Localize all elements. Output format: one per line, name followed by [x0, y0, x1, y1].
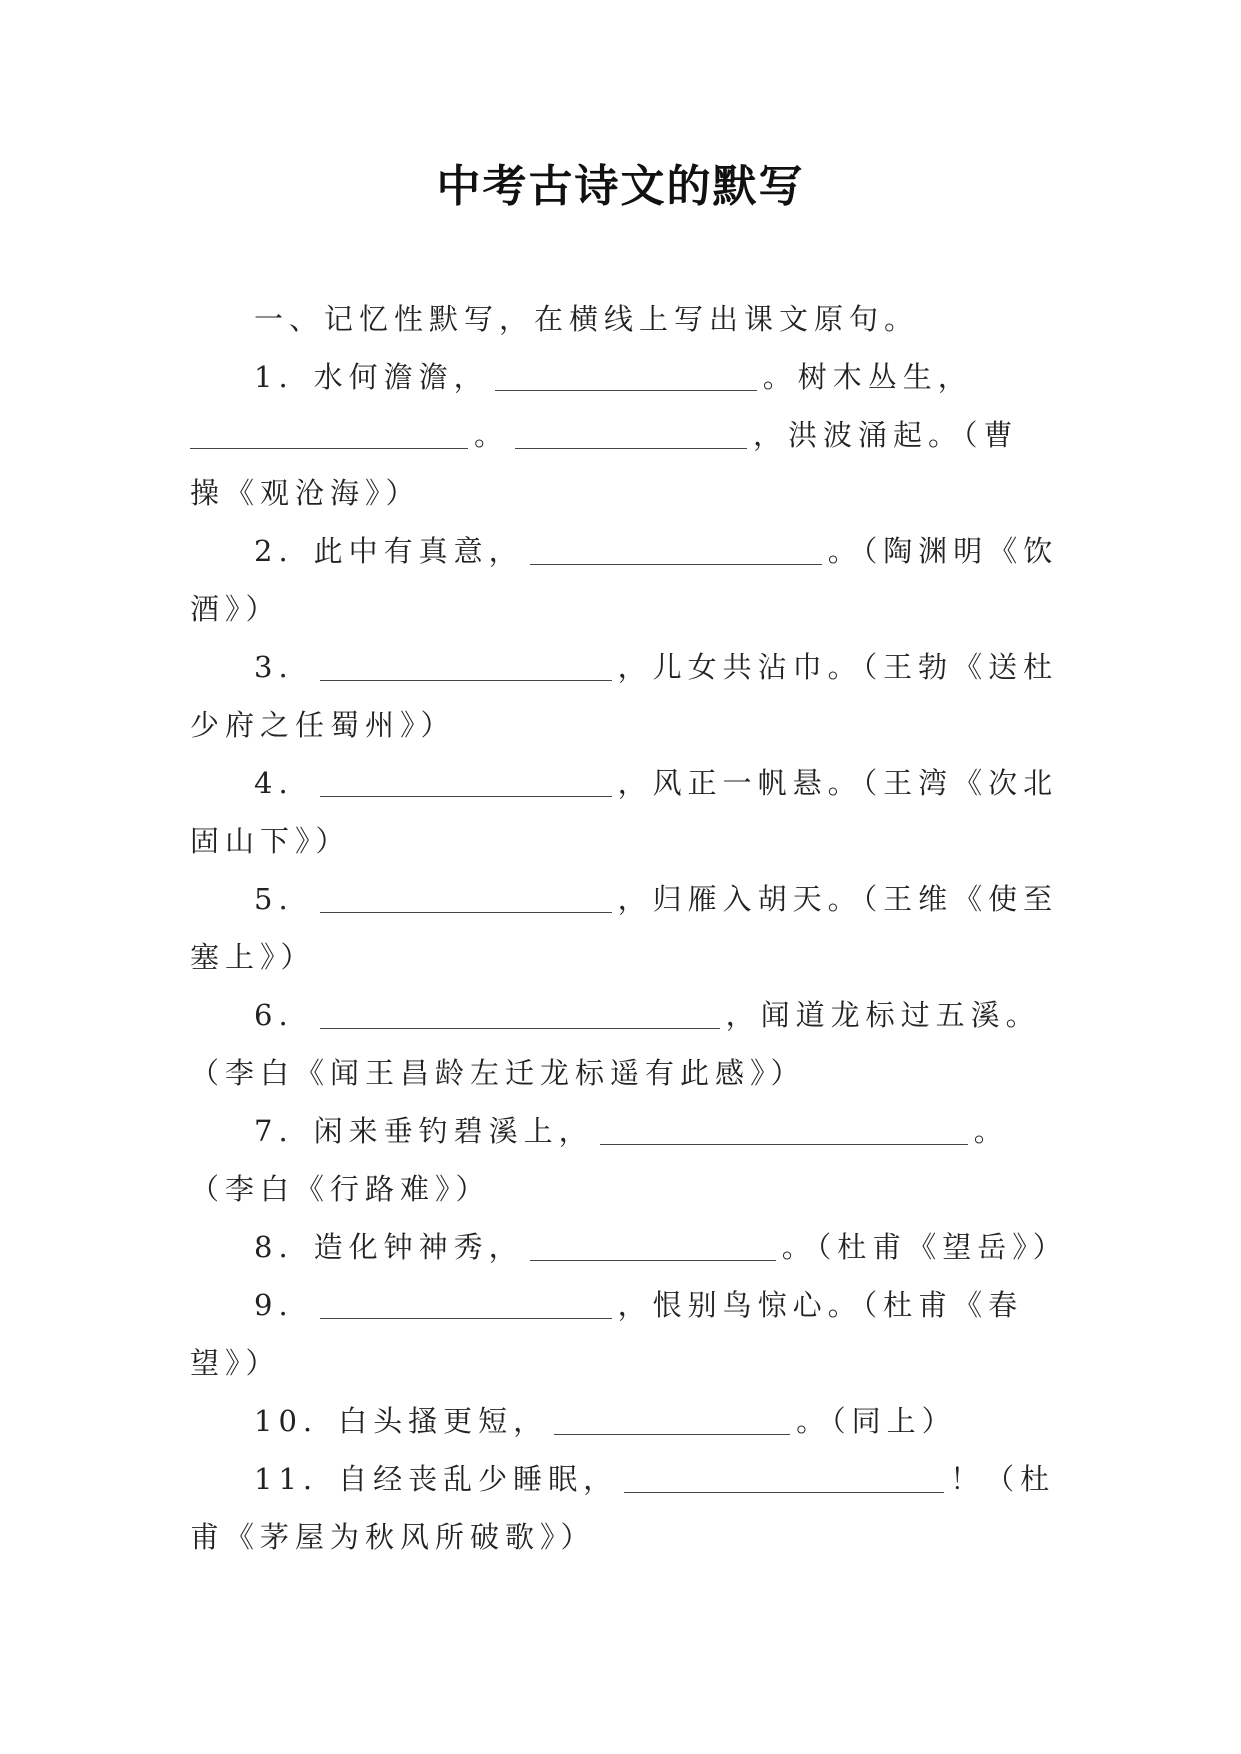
question-number: 7. [254, 1114, 294, 1148]
question-text: ，洪波涌起。（曹 [753, 418, 1019, 452]
question-9-line-2: 望》） [190, 1346, 281, 1380]
answer-blank[interactable] [320, 890, 612, 913]
question-text: 。（杜甫《望岳》） [781, 1230, 1068, 1264]
question-number: 11. [254, 1462, 319, 1496]
question-2-line-1 [190, 522, 1060, 580]
question-7-line-2: （李白《行路难》） [190, 1172, 491, 1206]
question-3-line-1 [190, 638, 1060, 696]
page-title: 中考古诗文的默写 [436, 161, 805, 212]
question-6-line-2: （李白《闻王昌龄左迁龙标遥有此感》） [190, 1056, 806, 1090]
question-1-line-1 [190, 348, 1060, 406]
question-text: 。 [474, 418, 510, 452]
question-11-line-2: 甫《茅屋为秋风所破歌》） [190, 1520, 596, 1554]
question-number: 9. [254, 1288, 294, 1322]
question-4-line-2: 固山下》） [190, 824, 351, 858]
answer-blank[interactable] [530, 542, 822, 565]
question-9-line-1 [190, 1276, 1060, 1334]
question-5-line-1 [190, 870, 1060, 928]
question-text: 闲来垂钓碧溪上， [313, 1114, 594, 1148]
question-1-line-2 [190, 406, 1060, 464]
answer-blank[interactable] [320, 774, 612, 797]
question-text: 。树木丛生， [762, 360, 973, 394]
question-number: 3. [254, 650, 294, 684]
question-number: 8. [254, 1230, 294, 1264]
question-5-line-2: 塞上》） [190, 940, 316, 974]
answer-blank[interactable] [624, 1470, 944, 1493]
answer-blank[interactable] [554, 1412, 790, 1435]
question-6-line-1 [190, 986, 1060, 1044]
question-number: 1. [254, 360, 294, 394]
question-text: 此中有真意， [313, 534, 524, 568]
answer-blank[interactable] [190, 426, 468, 449]
question-number: 4. [254, 766, 294, 800]
question-11-line-1 [190, 1450, 1060, 1508]
question-text: ，儿女共沾巾。（王勃《送杜 [617, 650, 1059, 684]
question-text: ！（杜 [950, 1462, 1056, 1496]
question-3-line-2: 少府之任蜀州》） [190, 708, 456, 742]
question-4-line-1 [190, 754, 1060, 812]
answer-blank[interactable] [320, 1006, 720, 1029]
answer-blank[interactable] [515, 426, 747, 449]
question-text: 白头搔更短， [338, 1404, 549, 1438]
question-text: ，风正一帆悬。（王湾《次北 [617, 766, 1059, 800]
question-number: 6. [254, 998, 294, 1032]
question-text: 自经丧乱少睡眠， [338, 1462, 619, 1496]
question-number: 10. [254, 1404, 319, 1438]
answer-blank[interactable] [495, 368, 757, 391]
question-text: 水何澹澹， [313, 360, 489, 394]
question-8-line-1 [190, 1218, 1068, 1276]
question-7-line-1 [190, 1102, 1060, 1160]
question-number: 2. [254, 534, 294, 568]
document-body [190, 290, 1068, 1566]
question-text: 。（陶渊明《饮 [827, 534, 1059, 568]
answer-blank[interactable] [320, 658, 612, 681]
answer-blank[interactable] [600, 1122, 968, 1145]
question-text: 。 [973, 1114, 1009, 1148]
question-text: ，归雁入胡天。（王维《使至 [617, 882, 1059, 916]
question-text: 。（同上） [796, 1404, 957, 1438]
question-1-line-3: 操《观沧海》） [190, 476, 421, 510]
answer-blank[interactable] [530, 1238, 776, 1261]
question-text: ，恨别鸟惊心。（杜甫《春 [617, 1288, 1024, 1322]
question-10-line-1 [190, 1392, 1060, 1450]
section-heading: 一、记忆性默写，在横线上写出课文原句。 [254, 302, 920, 336]
question-number: 5. [254, 882, 294, 916]
question-text: ，闻道龙标过五溪。 [725, 998, 1041, 1032]
answer-blank[interactable] [320, 1296, 612, 1319]
question-text: 造化钟神秀， [313, 1230, 524, 1264]
question-2-line-2: 酒》） [190, 592, 281, 626]
